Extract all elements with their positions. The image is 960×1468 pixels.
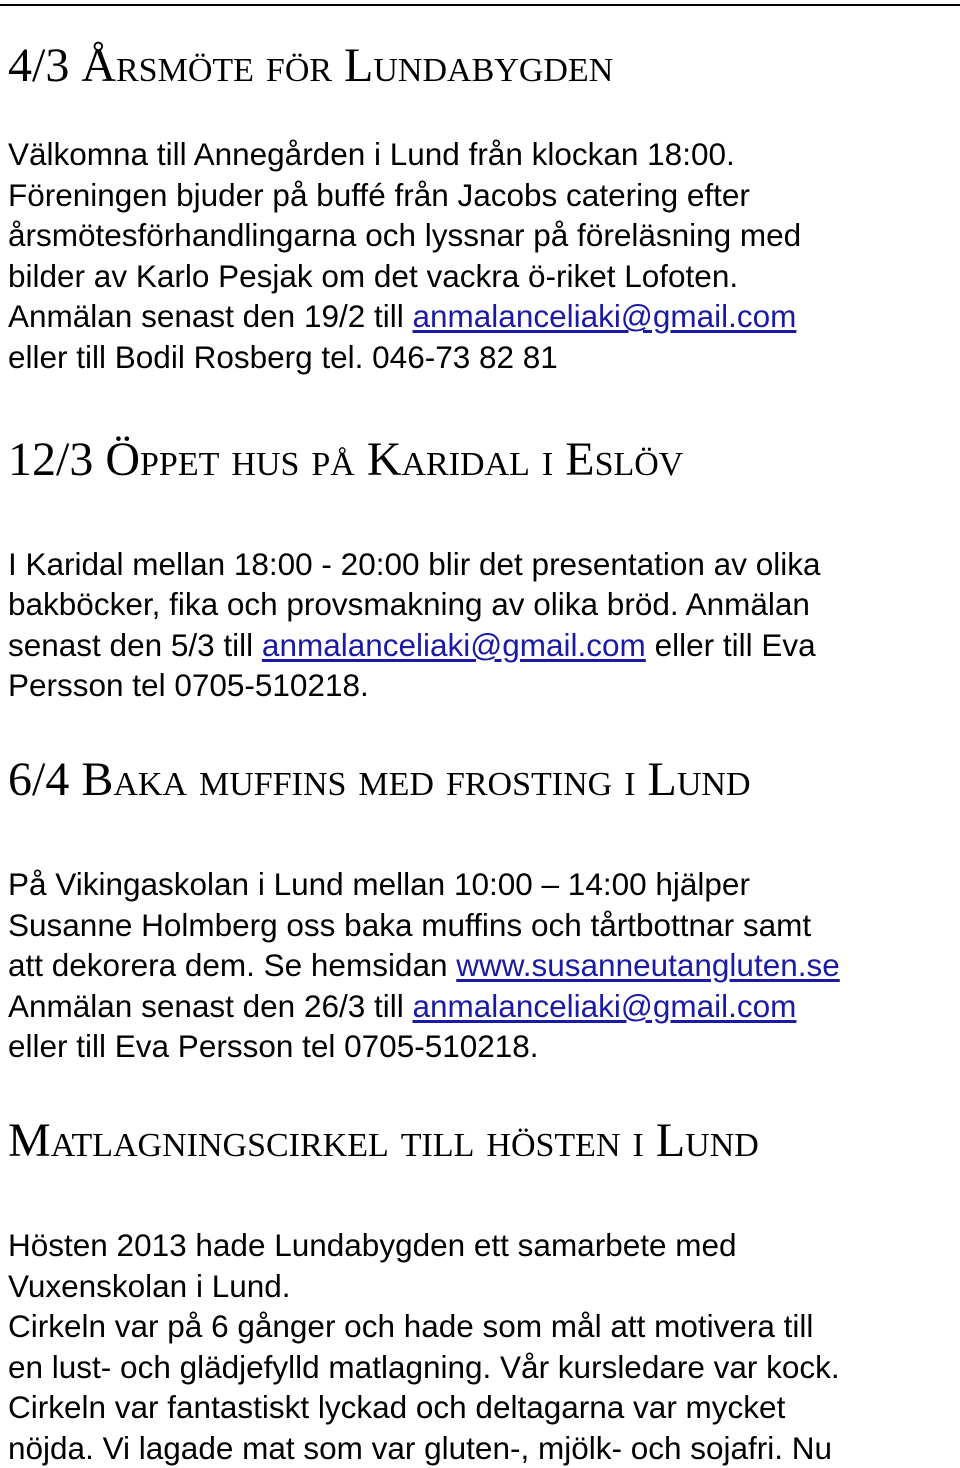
document-page — [8, 38, 953, 1468]
section-heading-matlagningscirkel: Matlagningscirkel till hösten i Lund — [8, 1113, 759, 1167]
text-line: bakböcker, fika och provsmakning av olika bröd. Anmälan — [8, 586, 810, 623]
text-line: I Karidal mellan 18:00 - 20:00 blir det presentation av olika — [8, 545, 821, 582]
text-line: Susanne Holmberg oss baka muffins och tårtbottnar samt — [8, 906, 812, 943]
text-line: Hösten 2013 hade Lundabygden ett samarbete med — [8, 1226, 737, 1263]
text-line: eller till Bodil Rosberg tel. 046-73 82 81 — [8, 338, 558, 375]
section-heading-baka-muffins: 6/4 Baka muffins med frosting i Lund — [8, 752, 751, 806]
section-body-baka-muffins — [8, 864, 953, 1067]
text-line — [8, 625, 953, 666]
email-link[interactable]: anmalanceliaki@gmail.com — [412, 987, 797, 1024]
text-line: en lust- och glädjefylld matlagning. Vår kursledare var kock. — [8, 1348, 840, 1385]
section-heading-arsmote: 4/3 Årsmöte för Lundabygden — [8, 39, 614, 92]
section-heading-oppet-hus: 12/3 Öppet hus på Karidal i Eslöv — [8, 432, 684, 486]
text-line: Cirkeln var på 6 gånger och hade som mål att motivera till — [8, 1308, 814, 1345]
text-line: bilder av Karlo Pesjak om det vackra ö-riket Lofoten. — [8, 257, 739, 294]
text-line: På Vikingaskolan i Lund mellan 10:00 – 14:00 hjälper — [8, 865, 750, 902]
text-line: Vuxenskolan i Lund. — [8, 1267, 291, 1304]
text-line: Cirkeln var fantastiskt lyckad och deltagarna var mycket — [8, 1389, 786, 1426]
text-segment: senast den 5/3 till — [8, 626, 262, 663]
section-body-arsmote — [8, 134, 953, 378]
text-line — [8, 986, 953, 1027]
text-segment: att dekorera dem. Se hemsidan — [8, 947, 457, 984]
text-line: nöjda. Vi lagade mat som var gluten-, mjölk- och sojafri. Nu — [8, 1429, 833, 1466]
email-link[interactable]: anmalanceliaki@gmail.com — [412, 298, 797, 335]
text-segment: Anmälan senast den 19/2 till — [8, 298, 413, 335]
text-line: Persson tel 0705-510218. — [8, 667, 369, 704]
website-link[interactable]: www.susanneutangluten.se — [456, 947, 840, 984]
text-line — [8, 296, 953, 337]
text-line: årsmötesförhandlingarna och lyssnar på föreläsning med — [8, 217, 802, 254]
text-line: Välkomna till Annegården i Lund från klockan 18:00. — [8, 136, 735, 172]
section-body-oppet-hus — [8, 544, 953, 706]
text-segment: eller till Eva — [645, 626, 816, 663]
text-segment: Anmälan senast den 26/3 till — [8, 987, 413, 1024]
text-line — [8, 945, 953, 986]
text-line: Föreningen bjuder på buffé från Jacobs catering efter — [8, 176, 750, 213]
text-line: eller till Eva Persson tel 0705-510218. — [8, 1028, 539, 1065]
email-link[interactable]: anmalanceliaki@gmail.com — [261, 626, 646, 663]
top-rule — [0, 4, 960, 6]
section-body-matlagningscirkel — [8, 1225, 953, 1468]
